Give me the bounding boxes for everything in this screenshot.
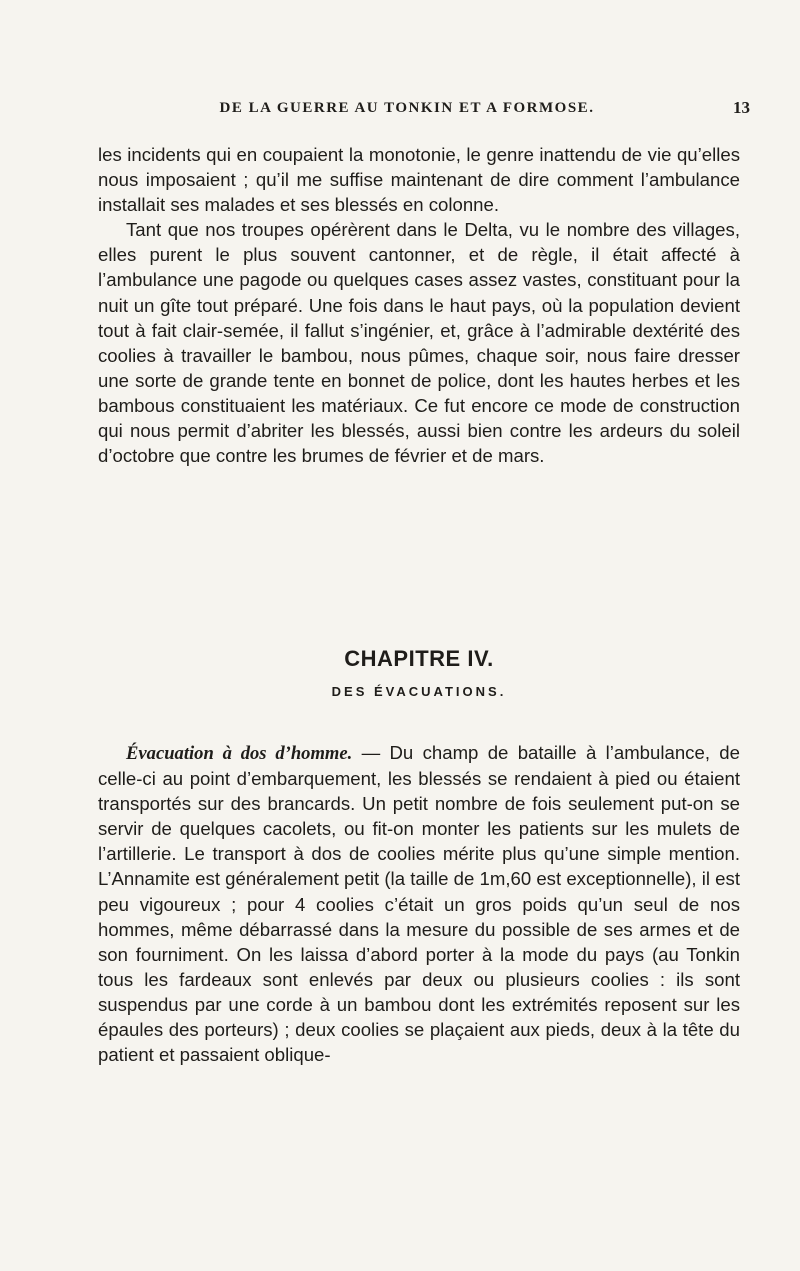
section-lead: Évacuation à dos d’homme. bbox=[126, 743, 353, 764]
page-number: 13 bbox=[733, 98, 750, 117]
paragraph-ambulance-lodging: Tant que nos troupes opérèrent dans le Delta, vu le nombre des villages, elles purent le plus souvent cantonner, et de règle, il était affecté à l’ambulance une pagode ou quelques cases assez vastes, constituant pour la nuit un gîte tout préparé. Une fois dans le haut pays, où la population devient tout à fait clair-semée, il fallut s’ingénier, et, grâce à l’admirable dextérité des coolies à travailler le bambou, nous pûmes, chaque soir, nous faire dresser une sorte de grande tente en bonnet de police, dont les hautes herbes et les bambous constituaient les matériaux. Ce fut encore ce mode de construction qui nous permit d’abriter les blessés, aussi bien contre les ardeurs du soleil d’octobre que contre les brumes de février et de mars. bbox=[98, 219, 740, 467]
chapter-title: CHAPITRE IV. bbox=[344, 646, 494, 671]
chapter-subtitle: DES ÉVACUATIONS. bbox=[331, 684, 507, 699]
running-header-title: DE LA GUERRE AU TONKIN ET A FORMOSE. bbox=[219, 100, 595, 116]
section-text: — Du champ de bataille à l’ambulance, de celle-ci au point d’embarquement, les blessés se rendaient à pied ou étaient transportés sur des brancards. Un petit nombre de fois seulement put-on se servir de quelques cacolets, ou fit-on monter les patients sur les mulets de l’artillerie. Le transport à dos de coolies mérite plus qu’une simple mention. L’Annamite est généralement petit (la taille de 1m,60 est exceptionnelle), il est peu vigoureux ; pour 4 coolies c’était un gros poids qu’un seul de nos hommes, même débarrassé dans la mesure du possible de ses armes et de son fourniment. On les laissa d’abord porter à la mode du pays (au Tonkin tous les fardeaux sont enlevés par deux ou plusieurs coolies : ils sont suspendus par une corde à un bambou dont les extrémités reposent sur les épaules des porteurs) ; deux coolies se plaçaient aux pieds, deux à la tête du patient et passaient oblique- bbox=[98, 742, 740, 1066]
body-text-top bbox=[98, 142, 740, 468]
paragraph-evacuation bbox=[98, 740, 740, 1067]
paragraph-continued: les incidents qui en coupaient la monotonie, le genre inattendu de vie qu’elles nous imposaient ; qu’il me suffise maintenant de dire comment l’ambulance installait ses malades et ses blessés en colonne. bbox=[98, 144, 740, 216]
body-text-chapter bbox=[98, 740, 740, 1067]
running-header bbox=[120, 100, 750, 126]
